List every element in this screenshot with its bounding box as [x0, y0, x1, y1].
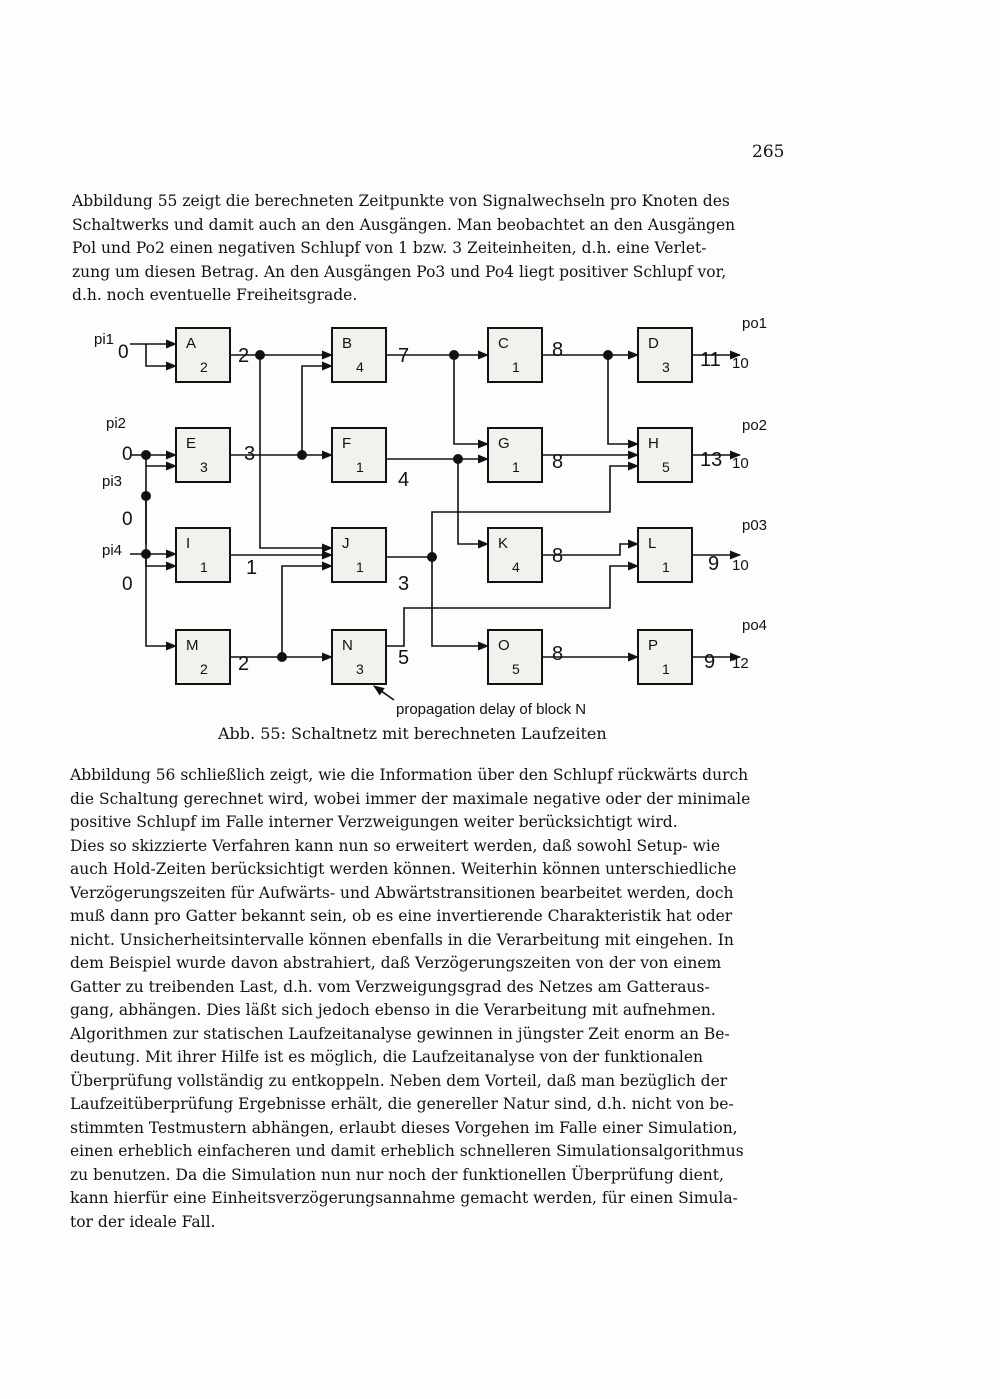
- wire: [302, 366, 332, 455]
- block-g: [488, 428, 542, 482]
- block-name: I: [186, 535, 191, 552]
- wire: [458, 459, 488, 544]
- block-name: H: [648, 435, 659, 452]
- figure-caption: Abb. 55: Schaltnetz mit berechneten Laufzeiten: [218, 724, 607, 743]
- text-line: nicht. Unsicherheitsintervalle können ebenfalls in die Verarbeitung mit eingehen. In: [70, 930, 734, 949]
- arrival-time-f: 4: [398, 469, 410, 491]
- text-line: Algorithmen zur statischen Laufzeitanalyse gewinnen in jüngster Zeit enorm an Be-: [70, 1024, 730, 1043]
- input-value: 0: [122, 574, 133, 595]
- text-line: Pol und Po2 einen negativen Schlupf von 1 bzw. 3 Zeiteinheiten, d.h. eine Verlet-: [72, 239, 707, 257]
- output-label: po1: [742, 315, 768, 332]
- block-l: [638, 528, 692, 582]
- junction-dot: [449, 350, 459, 360]
- text-line: auch Hold-Zeiten berücksichtigt werden können. Weiterhin können unterschiedliche: [70, 860, 737, 878]
- block-delay: 2: [200, 661, 208, 677]
- arrival-time-h: 13: [700, 449, 723, 471]
- block-delay: 4: [512, 559, 520, 575]
- block-name: B: [342, 335, 353, 352]
- block-name: A: [186, 335, 197, 352]
- block-d: [638, 328, 692, 382]
- output-label: po2: [742, 417, 768, 434]
- text-line: zu benutzen. Da die Simulation nun nur noch der funktionellen Überprüfung dient,: [70, 1165, 724, 1184]
- text-line: Abbildung 55 zeigt die berechneten Zeitpunkte von Signalwechseln pro Knoten des: [72, 192, 730, 210]
- paragraph-intro: [72, 190, 735, 308]
- block-name: O: [498, 637, 510, 654]
- block-delay: 2: [200, 359, 208, 375]
- junction-dot: [427, 552, 437, 562]
- wire: [608, 355, 638, 444]
- text-line: Gatter zu treibenden Last, d.h. vom Verzweigungsgrad des Netzes am Gatteraus-: [70, 977, 710, 996]
- arrival-time-d: 11: [700, 349, 721, 371]
- output-required-time: 10: [732, 355, 749, 372]
- block-n: [332, 630, 386, 684]
- text-line: positive Schlupf im Falle interner Verzweigungen weiter berücksichtigt wird.: [70, 813, 678, 831]
- wire: [146, 344, 176, 366]
- input-label: pi2: [106, 415, 127, 432]
- block-delay: 5: [662, 459, 670, 475]
- block-name: J: [342, 535, 350, 552]
- block-e: [176, 428, 230, 482]
- circuit-figure: [80, 300, 800, 720]
- input-label: pi3: [102, 473, 123, 490]
- text-line: Laufzeitüberprüfung Ergebnisse erhält, die genereller Natur sind, d.h. nicht von be-: [70, 1095, 734, 1113]
- block-i: [176, 528, 230, 582]
- block-f: [332, 428, 386, 482]
- input-value: 0: [122, 444, 133, 465]
- block-name: F: [342, 435, 352, 452]
- block-delay: 3: [200, 459, 208, 475]
- block-name: E: [186, 435, 197, 452]
- wire: [432, 557, 488, 646]
- block-name: C: [498, 335, 509, 352]
- text-line: d.h. noch eventuelle Freiheitsgrade.: [72, 286, 358, 304]
- arrival-time-m: 2: [238, 653, 250, 675]
- output-required-time: 12: [732, 655, 749, 672]
- arrival-time-g: 8: [552, 451, 564, 473]
- junction-dot: [297, 450, 307, 460]
- block-delay: 5: [512, 661, 520, 677]
- block-p: [638, 630, 692, 684]
- input-value: 0: [122, 509, 133, 530]
- text-line: Dies so skizzierte Verfahren kann nun so erweitert werden, daß sowohl Setup- wie: [70, 836, 720, 855]
- block-delay: 3: [662, 359, 670, 375]
- output-required-time: 10: [732, 557, 749, 574]
- arrival-time-l: 9: [708, 553, 720, 575]
- output-label: p03: [742, 517, 768, 534]
- text-line: Verzögerungszeiten für Aufwärts- und Abwärtstransitionen bearbeitet werden, doch: [70, 883, 734, 902]
- arrival-time-c: 8: [552, 339, 564, 361]
- junction-dot: [141, 450, 151, 460]
- block-delay: 3: [356, 661, 364, 677]
- block-name: P: [648, 637, 659, 654]
- text-line: dem Beispiel wurde davon abstrahiert, daß Verzögerungszeiten von der von einem: [70, 954, 722, 972]
- junction-dot: [603, 350, 613, 360]
- block-name: D: [648, 335, 659, 352]
- arrival-time-k: 8: [552, 545, 564, 567]
- junction-dot: [255, 350, 265, 360]
- text-line: Abbildung 56 schließlich zeigt, wie die Information über den Schlupf rückwärts durch: [70, 766, 749, 784]
- page-number: 265: [752, 142, 785, 162]
- junction-dot: [141, 491, 151, 501]
- arrival-time-p: 9: [704, 651, 716, 673]
- arrival-time-j: 3: [398, 573, 410, 595]
- arrival-time-b: 7: [398, 345, 410, 367]
- block-delay: 4: [356, 359, 364, 375]
- block-k: [488, 528, 542, 582]
- block-name: N: [342, 637, 353, 654]
- block-j: [332, 528, 386, 582]
- wire: [282, 566, 332, 657]
- output-label: po4: [742, 617, 768, 634]
- block-delay: 1: [662, 661, 670, 677]
- junction-dot: [453, 454, 463, 464]
- block-delay: 1: [356, 459, 364, 475]
- text-line: einen erheblich einfacheren und damit erheblich schnelleren Simulationsalgorithmus: [70, 1142, 744, 1160]
- block-name: K: [498, 535, 509, 552]
- block-b: [332, 328, 386, 382]
- text-line: deutung. Mit ihrer Hilfe ist es möglich, die Laufzeitanalyse von der funktionalen: [70, 1048, 704, 1066]
- paragraph-main: [70, 764, 750, 1234]
- block-m: [176, 630, 230, 684]
- junction-dot: [277, 652, 287, 662]
- output-required-time: 10: [732, 455, 749, 472]
- input-label: pi1: [94, 331, 115, 348]
- arrival-time-i: 1: [246, 557, 258, 579]
- arrival-time-a: 2: [238, 345, 250, 367]
- block-delay: 1: [356, 559, 364, 575]
- text-line: Schaltwerks und damit auch an den Ausgängen. Man beobachtet an den Ausgängen: [72, 215, 736, 234]
- input-label: pi4: [102, 542, 123, 559]
- text-line: Überprüfung vollständig zu entkoppeln. Neben dem Vorteil, daß man bezüglich der: [70, 1071, 728, 1090]
- text-line: kann hierfür eine Einheitsverzögerungsannahme gemacht werden, für einen Simula-: [70, 1189, 738, 1207]
- wire: [454, 355, 488, 444]
- circuit-diagram: [80, 300, 800, 720]
- junction-dot: [141, 549, 151, 559]
- text-line: tor der ideale Fall.: [70, 1212, 216, 1231]
- block-name: G: [498, 435, 510, 452]
- block-h: [638, 428, 692, 482]
- arrival-time-o: 8: [552, 643, 564, 665]
- text-line: zung um diesen Betrag. An den Ausgängen Po3 und Po4 liegt positiver Schlupf vor,: [72, 262, 727, 281]
- text-line: muß dann pro Gatter bekannt sein, ob es eine invertierende Charakteristik hat oder: [70, 907, 733, 925]
- block-delay: 1: [200, 559, 208, 575]
- block-delay: 1: [662, 559, 670, 575]
- block-name: L: [648, 535, 657, 552]
- text-line: gang, abhängen. Dies läßt sich jedoch ebenso in die Verarbeitung mit aufnehmen.: [70, 1001, 716, 1019]
- block-name: M: [186, 637, 199, 654]
- block-o: [488, 630, 542, 684]
- block-delay: 1: [512, 359, 520, 375]
- wire: [374, 686, 394, 700]
- arrival-time-n: 5: [398, 647, 410, 669]
- wire: [260, 355, 332, 548]
- text-line: stimmten Testmustern abhängen, erlaubt dieses Vorgehen im Falle einer Simulation,: [70, 1118, 738, 1137]
- block-c: [488, 328, 542, 382]
- annotation-propagation-delay: propagation delay of block N: [396, 701, 587, 718]
- input-value: 0: [118, 342, 129, 363]
- block-a: [176, 328, 230, 382]
- block-delay: 1: [512, 459, 520, 475]
- wire: [146, 554, 176, 646]
- arrival-time-e: 3: [244, 443, 256, 465]
- text-line: die Schaltung gerechnet wird, wobei immer der maximale negative oder der minimale: [70, 789, 751, 808]
